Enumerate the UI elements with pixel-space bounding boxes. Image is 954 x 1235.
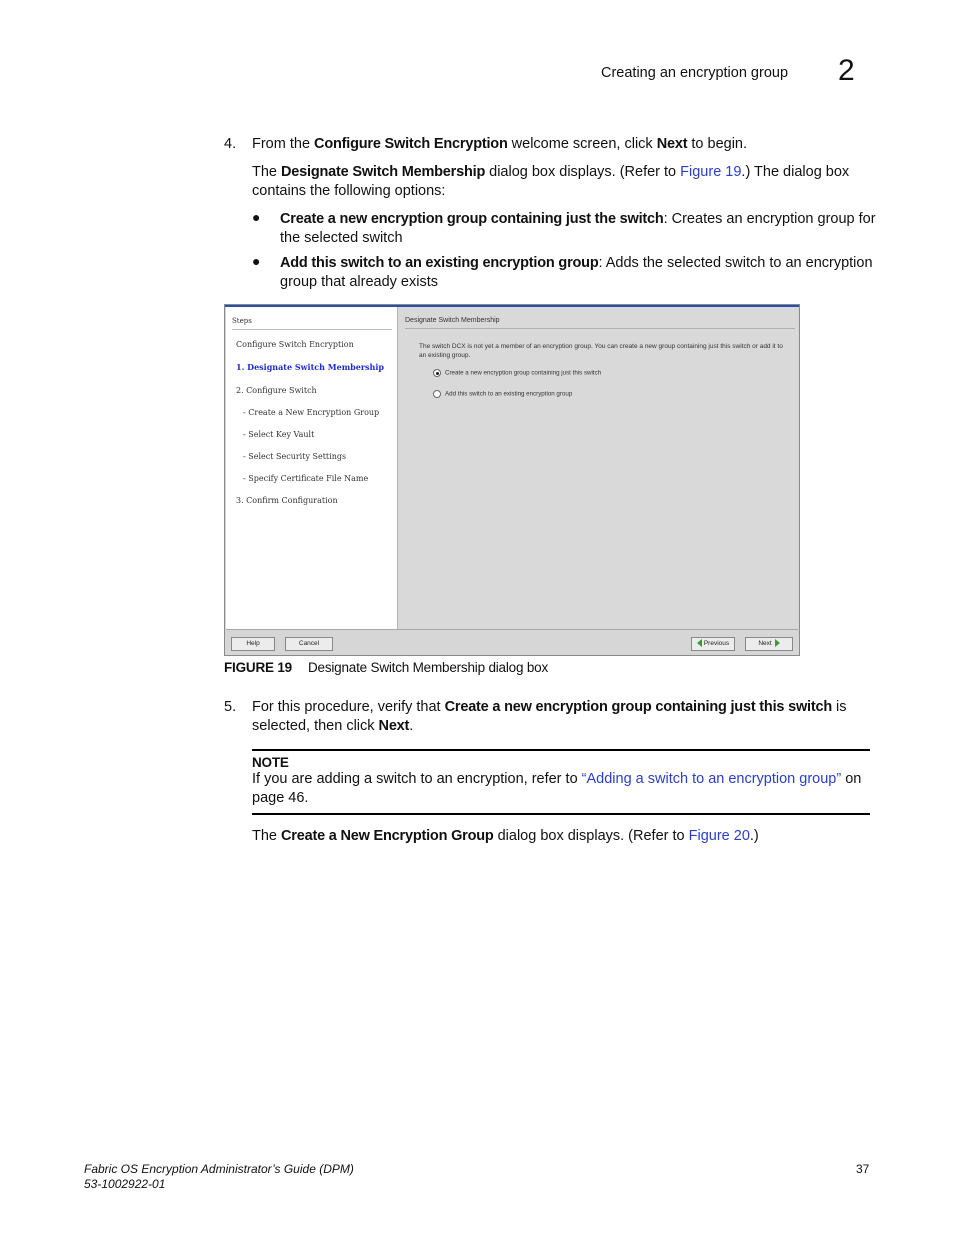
footer-doc-title: Fabric OS Encryption Administrator’s Guide (DPM) — [84, 1162, 354, 1176]
steps-panel — [226, 307, 398, 629]
figure-19-link[interactable]: Figure 19 — [680, 164, 742, 180]
arrow-right-icon — [775, 639, 780, 647]
next-button[interactable]: Next — [745, 637, 793, 651]
divider — [226, 629, 798, 630]
running-header-title: Creating an encryption group — [601, 65, 789, 81]
step-4-number: 4. — [224, 136, 237, 152]
cancel-button[interactable]: Cancel — [285, 637, 333, 651]
note-heading: NOTE — [252, 755, 289, 770]
step-designate-switch-membership: 1. Designate Switch Membership — [236, 362, 385, 372]
figure-label: FIGURE 19 — [224, 660, 292, 675]
final-paragraph: The Create a New Encryption Group dialog box displays. (Refer to Figure 20.) — [252, 828, 759, 844]
footer-doc-number: 53-1002922-01 — [84, 1177, 166, 1191]
figure-20-link[interactable]: Figure 20 — [688, 828, 750, 844]
previous-button[interactable]: Previous — [691, 637, 735, 651]
steps-title: Steps — [232, 317, 252, 325]
step-select-security-settings: - Select Security Settings — [243, 452, 347, 461]
divider — [405, 328, 795, 329]
option-add-to-existing[interactable] — [433, 390, 572, 398]
figure-title: Designate Switch Membership dialog box — [307, 660, 548, 675]
step-configure-switch: 2. Configure Switch — [236, 386, 317, 395]
pane-title: Designate Switch Membership — [405, 317, 500, 324]
step-select-key-vault: - Select Key Vault — [243, 430, 315, 439]
radio-selected-icon[interactable] — [433, 369, 441, 377]
dialog-content-pane — [399, 307, 798, 629]
adding-switch-link[interactable]: “Adding a switch to an encryption group” — [581, 771, 842, 787]
designate-switch-membership-dialog — [224, 304, 800, 656]
help-button[interactable]: Help — [231, 637, 275, 651]
option-create-label: Create a new encryption group containing just this switch — [445, 369, 602, 377]
bullet-item-create-group: Create a new encryption group containing just the switch: Creates an encryption group for the selected switch — [280, 211, 876, 246]
step-confirm-configuration: 3. Confirm Configuration — [236, 496, 338, 505]
option-add-label: Add this switch to an existing encryption group — [445, 390, 573, 398]
footer-page-number: 37 — [856, 1162, 870, 1176]
step-create-new-encryption-group: - Create a New Encryption Group — [243, 408, 380, 417]
radio-unselected-icon[interactable] — [433, 390, 441, 398]
divider — [232, 329, 392, 330]
arrow-left-icon — [697, 639, 702, 647]
bullet-icon: ● — [252, 253, 261, 269]
step-configure-switch-encryption: Configure Switch Encryption — [236, 340, 354, 349]
step-5-number: 5. — [224, 699, 237, 715]
bullet-icon: ● — [252, 209, 261, 225]
note-bottom-rule — [252, 813, 870, 815]
chapter-number: 2 — [838, 54, 855, 87]
option-create-new-group[interactable] — [433, 369, 601, 377]
note-top-rule — [252, 749, 870, 751]
bullet-item-add-switch: Add this switch to an existing encryption group: Adds the selected switch to an encryption group that already exists — [280, 255, 873, 290]
step-4-instruction: From the Configure Switch Encryption welcome screen, click Next to begin. — [252, 136, 748, 152]
note-body: If you are adding a switch to an encryption, refer to “Adding a switch to an encryption group” on page 46. — [252, 771, 862, 806]
figure-caption — [224, 660, 548, 675]
step-4-paragraph: The Designate Switch Membership dialog box displays. (Refer to Figure 19.) The dialog box contains the following options: — [252, 164, 850, 199]
step-5-instruction: For this procedure, verify that Create a new encryption group containing just this switch is selected, then click Next. — [252, 699, 847, 734]
pane-description: The switch DCX is not yet a member of an encryption group. You can create a new group containing just this switch or add it to an existing group. — [419, 343, 783, 359]
step-specify-certificate-file-name: - Specify Certificate File Name — [243, 474, 369, 483]
